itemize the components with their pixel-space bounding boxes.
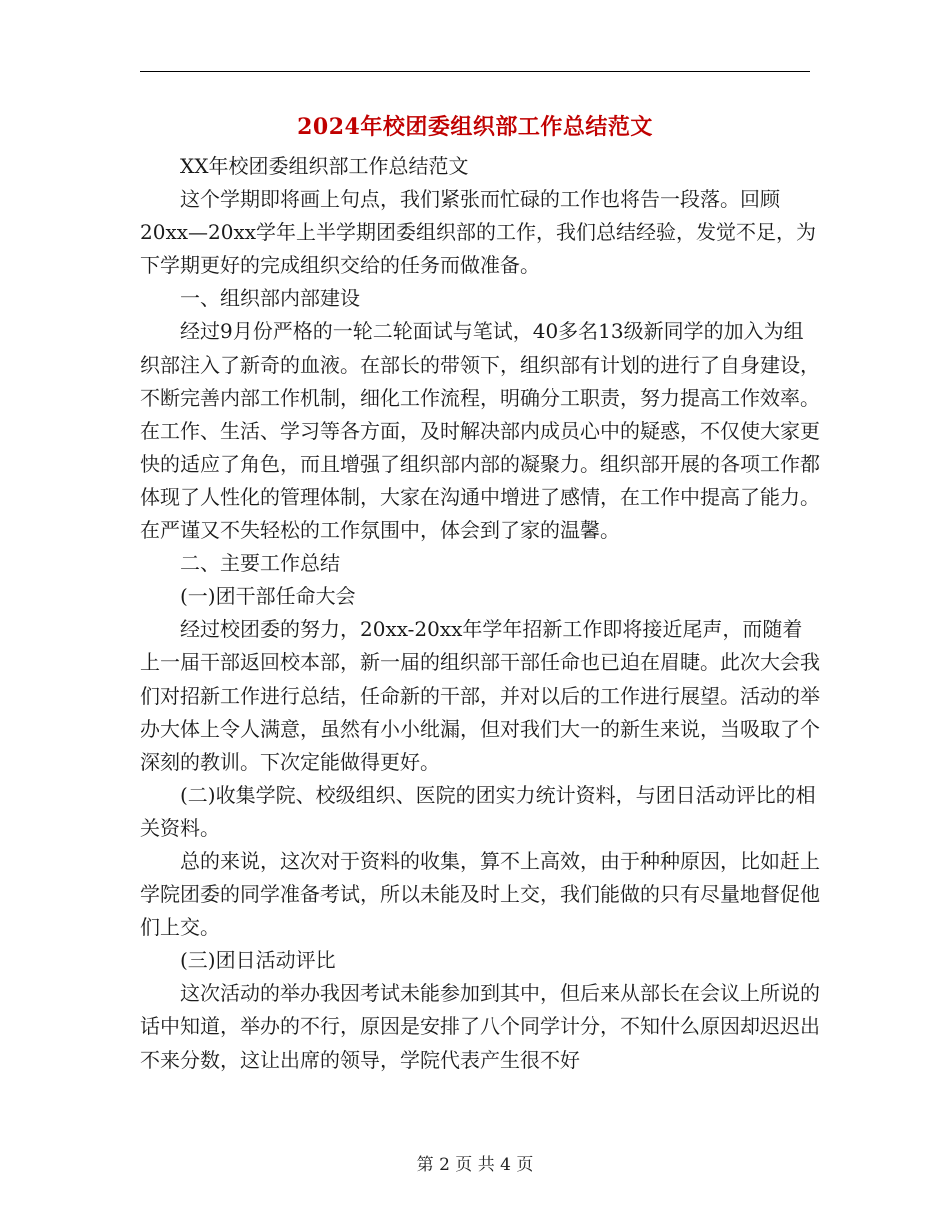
cadre-appointment-paragraph: 经过校团委的努力，20xx-20xx年学年招新工作即将接近尾声，而随着上一届干部返回校本部，新一届的组织部干部任命也已迫在眉睫。此次大会我们对招新工作进行总结，任命新的干部，并对以后的工作进行展望。活动的举办大体上令人满意，虽然有小小纰漏，但对我们大一的新生来说，当吸取了个深刻的教训。下次定能做得更好。	[140, 617, 820, 774]
header-rule	[140, 71, 810, 72]
document-body	[140, 150, 820, 1077]
subheading-league-day-review: (三)团日活动评比	[180, 948, 336, 973]
league-day-review-paragraph: 这次活动的举办我因考试未能参加到其中，但后来从部长在会议上所说的话中知道，举办的不行，原因是安排了八个同学计分，不知什么原因却迟迟出不来分数，这让出席的领导，学院代表产生很不好	[140, 981, 820, 1072]
section-heading-internal-construction: 一、组织部内部建设	[180, 286, 360, 311]
subtitle-paragraph: XX年校团委组织部工作总结范文	[180, 154, 469, 178]
page-number-footer: 第 2 页 共 4 页	[416, 1155, 534, 1175]
section-heading-main-work: 二、主要工作总结	[180, 551, 340, 576]
document-title: 2024年校团委组织部工作总结范文	[297, 114, 653, 140]
subheading-data-collection: (二)收集学院、校级组织、医院的团实力统计资料，与团日活动评比的相关资料。	[140, 782, 816, 840]
internal-construction-paragraph: 经过9月份严格的一轮二轮面试与笔试，40多名13级新同学的加入为组织部注入了新奇的血液。在部长的带领下，组织部有计划的进行了自身建设，不断完善内部工作机制，细化工作流程，明确分工职责，努力提高工作效率。在工作、生活、学习等各方面，及时解决部内成员心中的疑惑，不仅使大家更快的适应了角色，而且增强了组织部内部的凝聚力。组织部开展的各项工作都体现了人性化的管理体制，大家在沟通中增进了感情，在工作中提高了能力。在严谨又不失轻松的工作氛围中，体会到了家的温馨。	[140, 319, 820, 543]
subheading-cadre-appointment: (一)团干部任命大会	[180, 584, 356, 609]
intro-paragraph: 这个学期即将画上句点，我们紧张而忙碌的工作也将告一段落。回顾20xx—20xx学年上半学期团委组织部的工作，我们总结经验，发觉不足，为下学期更好的完成组织交给的任务而做准备。	[140, 187, 817, 278]
data-collection-paragraph: 总的来说，这次对于资料的收集，算不上高效，由于种种原因，比如赶上学院团委的同学准备考试，所以未能及时上交，我们能做的只有尽量地督促他们上交。	[140, 848, 820, 940]
